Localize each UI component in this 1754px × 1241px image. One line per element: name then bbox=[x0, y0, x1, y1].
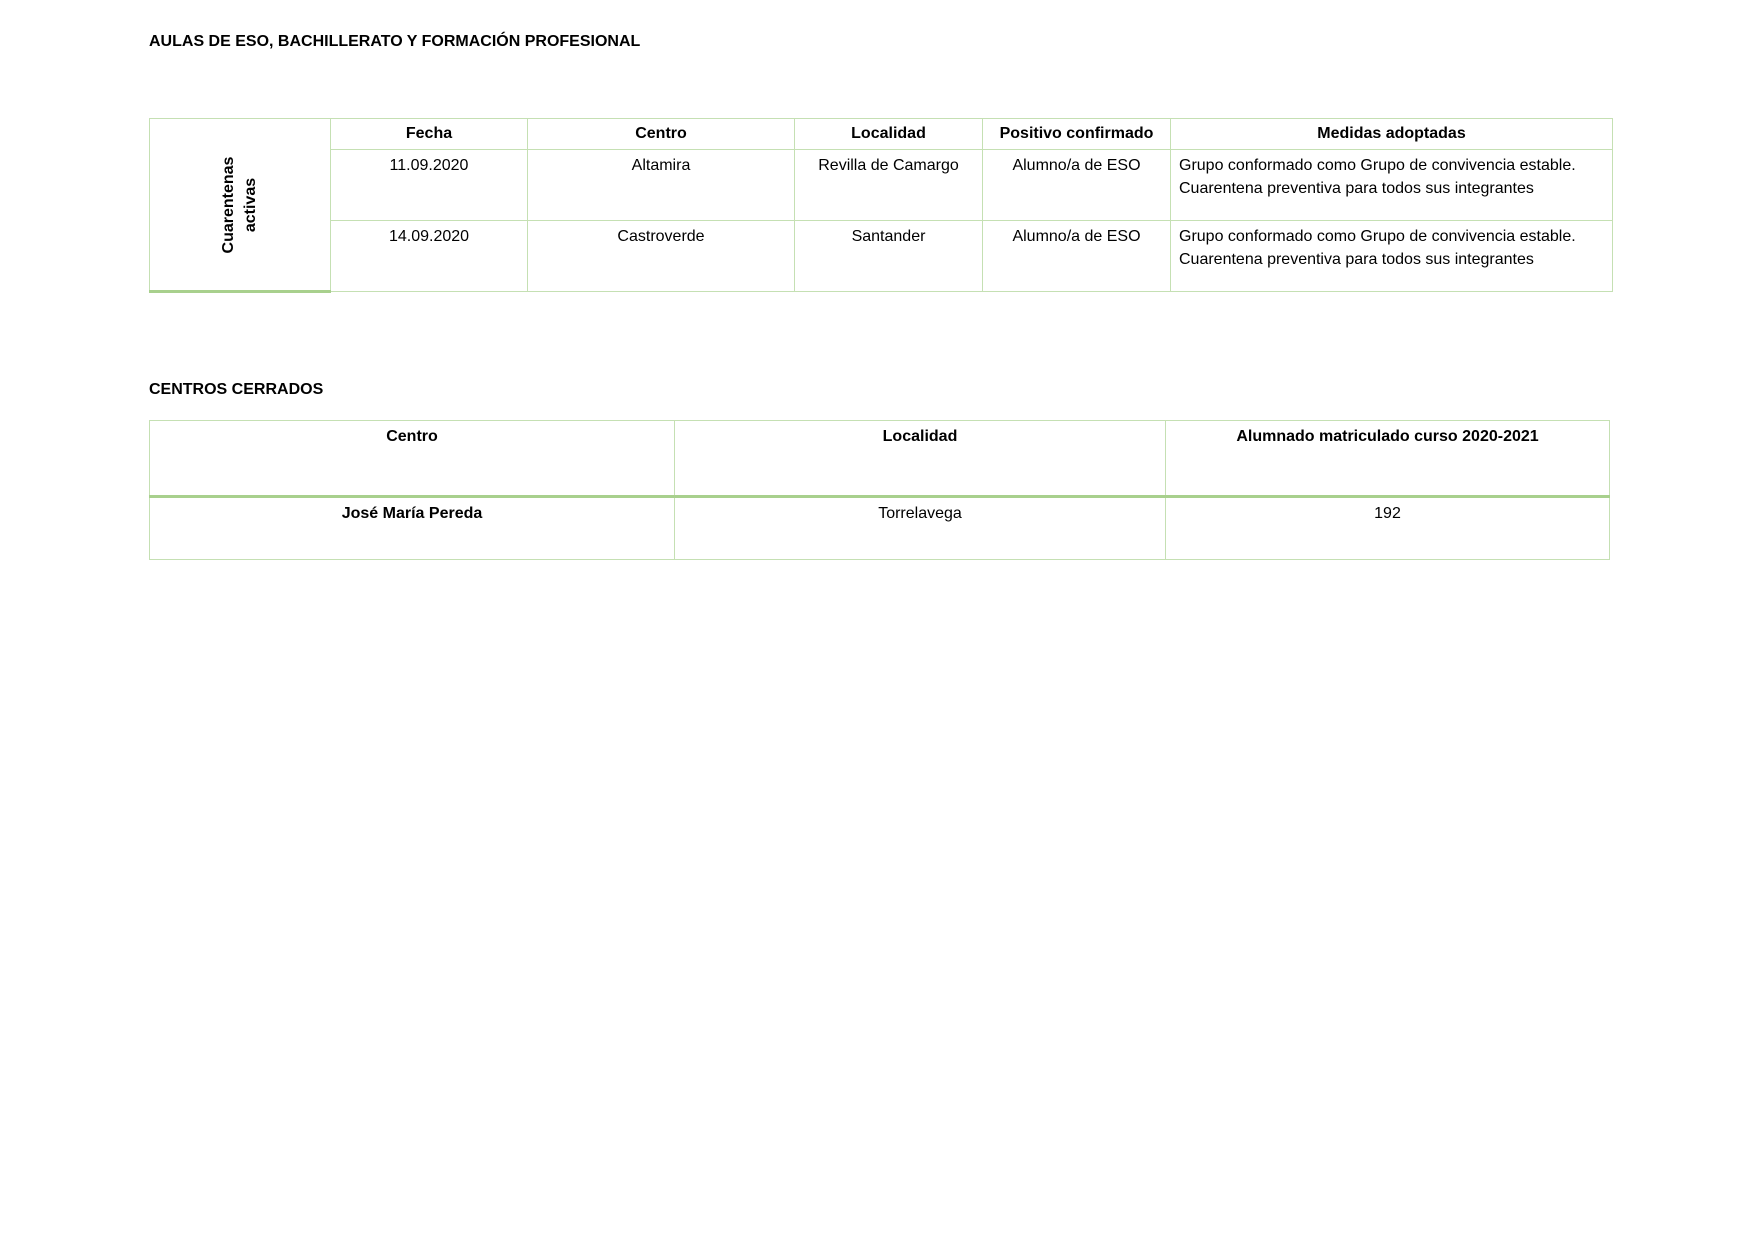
cell-positivo: Alumno/a de ESO bbox=[983, 221, 1171, 292]
cuarentenas-table bbox=[149, 118, 1613, 293]
header-centro: Centro bbox=[150, 421, 675, 497]
header-medidas: Medidas adoptadas bbox=[1171, 119, 1613, 150]
header-localidad: Localidad bbox=[675, 421, 1166, 497]
section-title-cerrados: CENTROS CERRADOS bbox=[149, 381, 324, 398]
cell-centro: José María Pereda bbox=[150, 497, 675, 560]
cell-centro: Altamira bbox=[528, 150, 795, 221]
header-fecha: Fecha bbox=[331, 119, 528, 150]
header-positivo: Positivo confirmado bbox=[983, 119, 1171, 150]
cell-medidas: Grupo conformado como Grupo de convivencia estable. Cuarentena preventiva para todos sus integrantes bbox=[1171, 150, 1613, 221]
cell-localidad: Santander bbox=[795, 221, 983, 292]
cell-alumnado: 192 bbox=[1166, 497, 1610, 560]
header-alumnado: Alumnado matriculado curso 2020-2021 bbox=[1166, 421, 1610, 497]
cell-localidad: Revilla de Camargo bbox=[795, 150, 983, 221]
table-row bbox=[150, 150, 1613, 221]
cell-localidad: Torrelavega bbox=[675, 497, 1166, 560]
cell-positivo: Alumno/a de ESO bbox=[983, 150, 1171, 221]
cell-medidas: Grupo conformado como Grupo de convivencia estable. Cuarentena preventiva para todos sus integrantes bbox=[1171, 221, 1613, 292]
table-header-row bbox=[150, 119, 1613, 150]
row-group-label-cell bbox=[150, 119, 331, 292]
table-row bbox=[150, 221, 1613, 292]
cell-centro: Castroverde bbox=[528, 221, 795, 292]
row-group-label: Cuarentenas activas bbox=[220, 156, 259, 253]
header-localidad: Localidad bbox=[795, 119, 983, 150]
header-centro: Centro bbox=[528, 119, 795, 150]
cell-fecha: 14.09.2020 bbox=[331, 221, 528, 292]
section-title-aulas: AULAS DE ESO, BACHILLERATO Y FORMACIÓN PROFESIONAL bbox=[149, 33, 641, 50]
table-row bbox=[150, 497, 1610, 560]
table-header-row bbox=[150, 421, 1610, 497]
cell-fecha: 11.09.2020 bbox=[331, 150, 528, 221]
centros-cerrados-table bbox=[149, 420, 1610, 560]
